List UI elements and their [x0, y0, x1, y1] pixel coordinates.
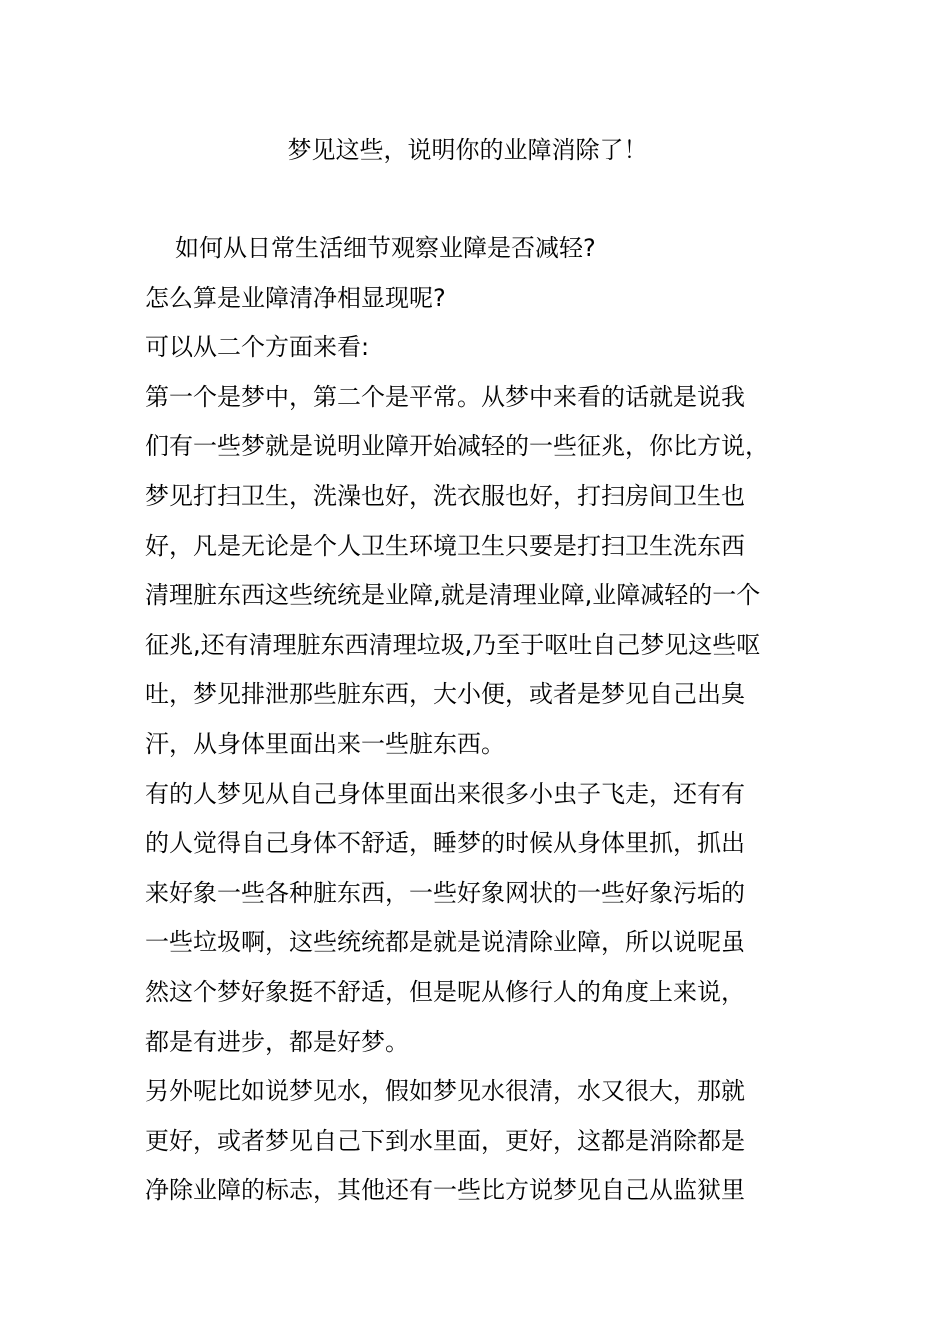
text-line: 一些垃圾啊，这些统统都是就是说清除业障，所以说呢虽 [145, 928, 745, 957]
text-line: 来好象一些各种脏东西，一些好象网状的一些好象污垢的 [145, 878, 745, 907]
text-line: 可以从二个方面来看: [145, 333, 370, 362]
text-line: 然这个梦好象挺不舒适，但是呢从修行人的角度上来说， [145, 977, 745, 1006]
text-line: 都是有进步，都是好梦。 [145, 1027, 409, 1056]
text-line: 汗，从身体里面出来一些脏东西。 [145, 729, 505, 758]
document-body [145, 230, 805, 1222]
text-line: 们有一些梦就是说明业障开始减轻的一些征兆，你比方说， [145, 432, 769, 461]
text-line: 净除业障的标志，其他还有一些比方说梦见自己从监狱里 [145, 1176, 745, 1205]
text-line: 另外呢比如说梦见水，假如梦见水很清，水又很大，那就 [145, 1077, 745, 1106]
text-line: 梦见打扫卫生，洗澡也好，洗衣服也好，打扫房间卫生也 [145, 481, 745, 510]
text-line: 如何从日常生活细节观察业障是否减轻? [175, 234, 596, 262]
text-line: 怎么算是业障清净相显现呢? [145, 283, 446, 312]
text-line: 的人觉得自己身体不舒适，睡梦的时候从身体里抓，抓出 [145, 829, 745, 858]
text-line: 清理脏东西这些统统是业障,就是清理业障,业障减轻的一个 [145, 581, 761, 610]
text-line: 第一个是梦中，第二个是平常。从梦中来看的话就是说我 [145, 382, 745, 411]
document-title: 梦见这些，说明你的业障消除了！ [287, 136, 648, 164]
text-line: 更好，或者梦见自己下到水里面，更好，这都是消除都是 [145, 1126, 745, 1155]
text-line: 吐，梦见排泄那些脏东西，大小便，或者是梦见自己出臭 [145, 680, 745, 709]
text-line: 有的人梦见从自己身体里面出来很多小虫子飞走，还有有 [145, 779, 745, 808]
text-line: 好，凡是无论是个人卫生环境卫生只要是打扫卫生洗东西 [145, 531, 745, 560]
text-line: 征兆,还有清理脏东西清理垃圾,乃至于呕吐自己梦见这些呕 [145, 630, 761, 659]
